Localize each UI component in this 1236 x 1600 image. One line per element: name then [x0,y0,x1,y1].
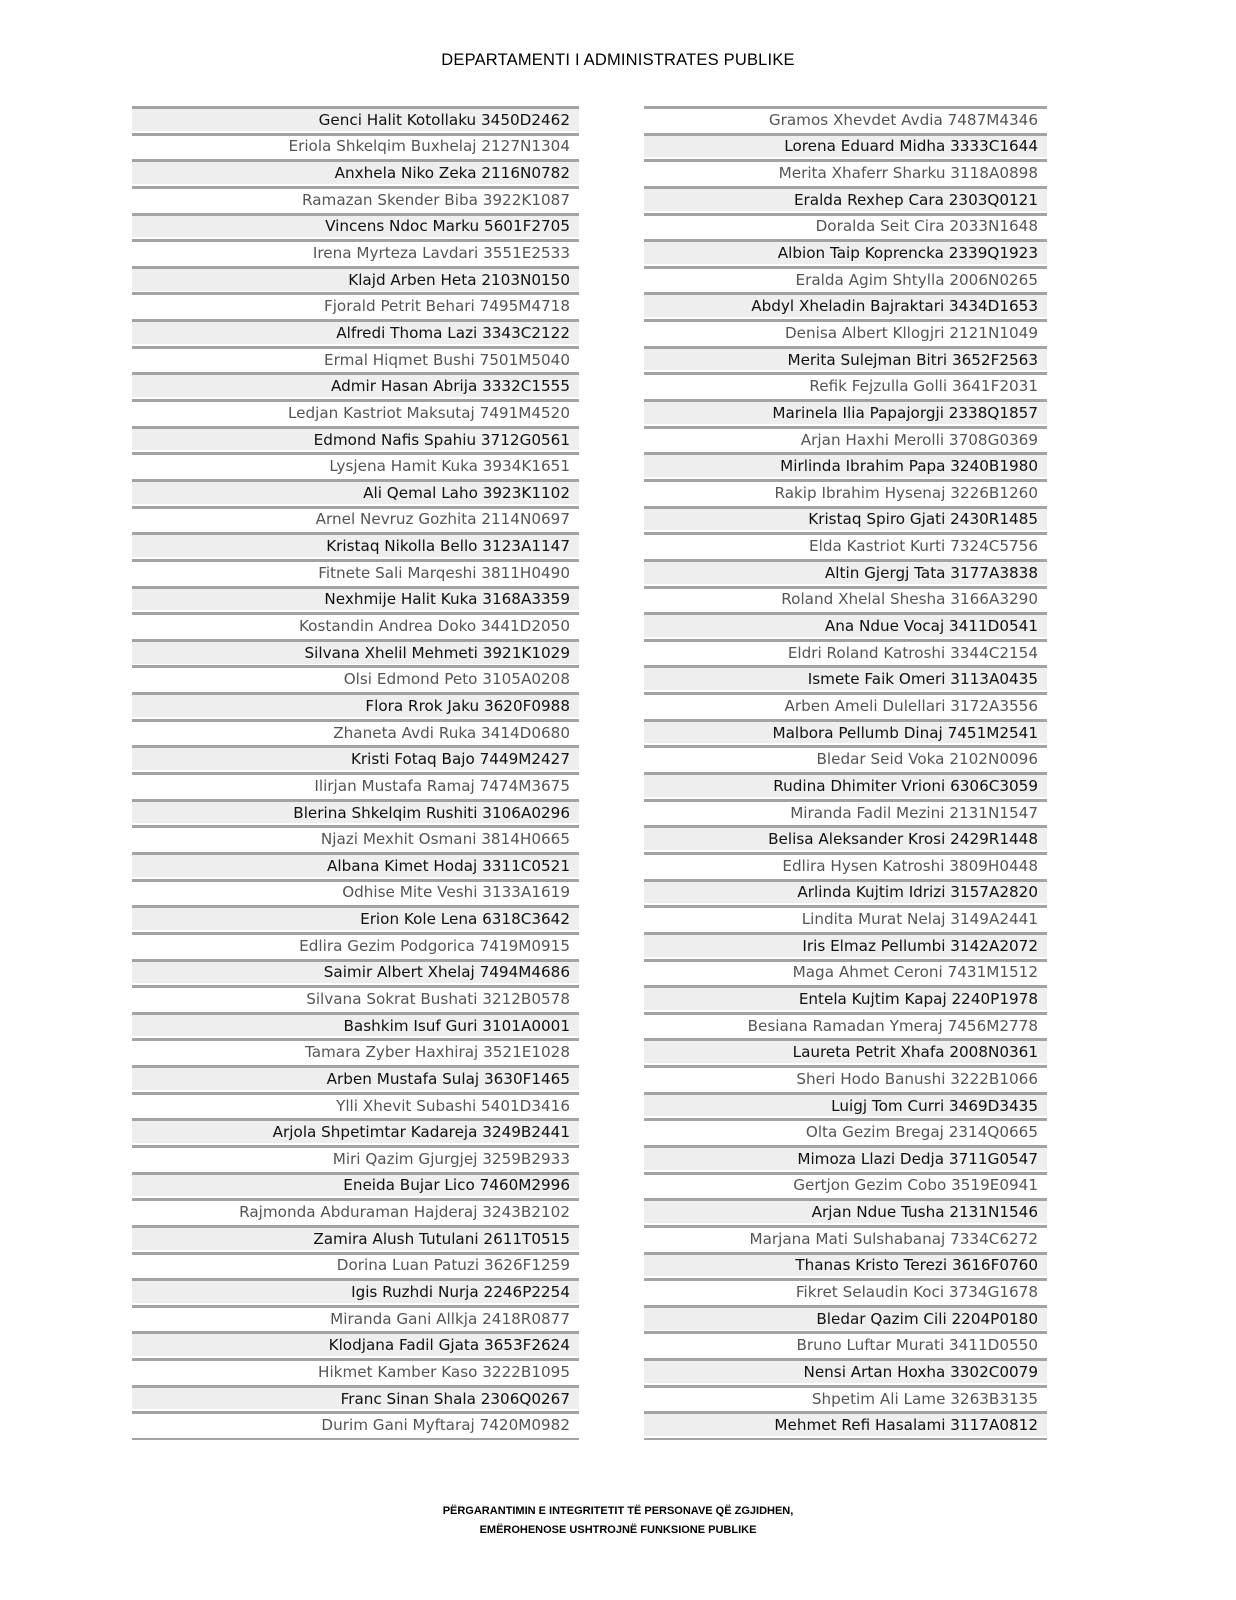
list-item: Tamara Zyber Haxhiraj 3521E1028 [132,1038,579,1063]
list-item: Ismete Faik Omeri 3113A0435 [644,665,1047,690]
list-item: Edlira Gezim Podgorica 7419M0915 [132,932,579,957]
list-item: Kristaq Nikolla Bello 3123A1147 [132,532,579,557]
list-item: Arjola Shpetimtar Kadareja 3249B2441 [132,1118,579,1143]
list-item: Maga Ahmet Ceroni 7431M1512 [644,959,1047,984]
footer [0,1502,1236,1540]
list-item: Alfredi Thoma Lazi 3343C2122 [132,319,579,344]
list-item: Ylli Xhevit Subashi 5401D3416 [132,1092,579,1117]
list-item: Saimir Albert Xhelaj 7494M4686 [132,959,579,984]
list-item: Fitnete Sali Marqeshi 3811H0490 [132,559,579,584]
list-item: Admir Hasan Abrija 3332C1555 [132,372,579,397]
list-item: Arjan Haxhi Merolli 3708G0369 [644,426,1047,451]
list-item: Merita Xhaferr Sharku 3118A0898 [644,159,1047,184]
list-item: Ermal Hiqmet Bushi 7501M5040 [132,346,579,371]
list-item: Vincens Ndoc Marku 5601F2705 [132,213,579,238]
list-item: Arben Mustafa Sulaj 3630F1465 [132,1065,579,1090]
list-item: Shpetim Ali Lame 3263B3135 [644,1385,1047,1410]
footer-line-2: EMËROHENOSE USHTROJNË FUNKSIONE PUBLIKE [479,1524,757,1536]
list-item: Arjan Ndue Tusha 2131N1546 [644,1198,1047,1223]
list-item: Bledar Qazim Cili 2204P0180 [644,1305,1047,1330]
list-item: Thanas Kristo Terezi 3616F0760 [644,1252,1047,1277]
list-item: Njazi Mexhit Osmani 3814H0665 [132,825,579,850]
list-item: Arnel Nevruz Gozhita 2114N0697 [132,506,579,531]
list-end-rule [132,1438,579,1440]
list-item: Mirlinda Ibrahim Papa 3240B1980 [644,452,1047,477]
list-item: Nensi Artan Hoxha 3302C0079 [644,1358,1047,1383]
list-item: Albana Kimet Hodaj 3311C0521 [132,852,579,877]
list-item: Rajmonda Abduraman Hajderaj 3243B2102 [132,1198,579,1223]
list-item: Kostandin Andrea Doko 3441D2050 [132,612,579,637]
list-item: Olsi Edmond Peto 3105A0208 [132,665,579,690]
list-item: Dorina Luan Patuzi 3626F1259 [132,1252,579,1277]
list-item: Mehmet Refi Hasalami 3117A0812 [644,1411,1047,1436]
list-item: Bledar Seid Voka 2102N0096 [644,745,1047,770]
list-item: Roland Xhelal Shesha 3166A3290 [644,586,1047,611]
list-item: Rudina Dhimiter Vrioni 6306C3059 [644,772,1047,797]
list-item: Klodjana Fadil Gjata 3653F2624 [132,1331,579,1356]
list-item: Hikmet Kamber Kaso 3222B1095 [132,1358,579,1383]
list-item: Rakip Ibrahim Hysenaj 3226B1260 [644,479,1047,504]
list-item: Zhaneta Avdi Ruka 3414D0680 [132,719,579,744]
list-item: Ledjan Kastriot Maksutaj 7491M4520 [132,399,579,424]
list-item: Denisa Albert Kllogjri 2121N1049 [644,319,1047,344]
list-item: Abdyl Xheladin Bajraktari 3434D1653 [644,292,1047,317]
list-item: Ilirjan Mustafa Ramaj 7474M3675 [132,772,579,797]
list-item: Marjana Mati Sulshabanaj 7334C6272 [644,1225,1047,1250]
list-item: Eralda Agim Shtylla 2006N0265 [644,266,1047,291]
list-item: Olta Gezim Bregaj 2314Q0665 [644,1118,1047,1143]
list-item: Eldri Roland Katroshi 3344C2154 [644,639,1047,664]
list-item: Blerina Shkelqim Rushiti 3106A0296 [132,799,579,824]
list-item: Franc Sinan Shala 2306Q0267 [132,1385,579,1410]
list-item: Miri Qazim Gjurgjej 3259B2933 [132,1145,579,1170]
list-item: Luigj Tom Curri 3469D3435 [644,1092,1047,1117]
list-item: Fjorald Petrit Behari 7495M4718 [132,292,579,317]
list-item: Eriola Shkelqim Buxhelaj 2127N1304 [132,133,579,158]
list-item: Silvana Xhelil Mehmeti 3921K1029 [132,639,579,664]
list-item: Anxhela Niko Zeka 2116N0782 [132,159,579,184]
list-item: Klajd Arben Heta 2103N0150 [132,266,579,291]
list-item: Odhise Mite Veshi 3133A1619 [132,879,579,904]
list-item: Genci Halit Kotollaku 3450D2462 [132,106,579,131]
list-item: Ramazan Skender Biba 3922K1087 [132,186,579,211]
list-item: Gramos Xhevdet Avdia 7487M4346 [644,106,1047,131]
list-item: Miranda Fadil Mezini 2131N1547 [644,799,1047,824]
list-item: Lorena Eduard Midha 3333C1644 [644,133,1047,158]
list-item: Bruno Luftar Murati 3411D0550 [644,1331,1047,1356]
list-item: Kristaq Spiro Gjati 2430R1485 [644,506,1047,531]
list-item: Besiana Ramadan Ymeraj 7456M2778 [644,1012,1047,1037]
page-title: DEPARTAMENTI I ADMINISTRATES PUBLIKE [441,51,795,69]
list-item: Miranda Gani Allkja 2418R0877 [132,1305,579,1330]
list-item: Durim Gani Myftaraj 7420M0982 [132,1411,579,1436]
list-item: Eralda Rexhep Cara 2303Q0121 [644,186,1047,211]
list-item: Refik Fejzulla Golli 3641F2031 [644,372,1047,397]
list-item: Arlinda Kujtim Idrizi 3157A2820 [644,879,1047,904]
list-item: Kristi Fotaq Bajo 7449M2427 [132,745,579,770]
list-item: Ali Qemal Laho 3923K1102 [132,479,579,504]
list-item: Belisa Aleksander Krosi 2429R1448 [644,825,1047,850]
left-name-list [132,106,579,1440]
list-item: Laureta Petrit Xhafa 2008N0361 [644,1038,1047,1063]
list-item: Entela Kujtim Kapaj 2240P1978 [644,985,1047,1010]
list-item: Malbora Pellumb Dinaj 7451M2541 [644,719,1047,744]
list-item: Arben Ameli Dulellari 3172A3556 [644,692,1047,717]
list-item: Sheri Hodo Banushi 3222B1066 [644,1065,1047,1090]
list-item: Albion Taip Koprencka 2339Q1923 [644,239,1047,264]
list-item: Gertjon Gezim Cobo 3519E0941 [644,1172,1047,1197]
list-item: Iris Elmaz Pellumbi 3142A2072 [644,932,1047,957]
list-item: Ana Ndue Vocaj 3411D0541 [644,612,1047,637]
list-item: Bashkim Isuf Guri 3101A0001 [132,1012,579,1037]
list-item: Mimoza Llazi Dedja 3711G0547 [644,1145,1047,1170]
list-item: Fikret Selaudin Koci 3734G1678 [644,1278,1047,1303]
list-item: Doralda Seit Cira 2033N1648 [644,213,1047,238]
list-item: Merita Sulejman Bitri 3652F2563 [644,346,1047,371]
list-item: Edlira Hysen Katroshi 3809H0448 [644,852,1047,877]
list-item: Irena Myrteza Lavdari 3551E2533 [132,239,579,264]
list-item: Altin Gjergj Tata 3177A3838 [644,559,1047,584]
footer-line-1: PËRGARANTIMIN E INTEGRITETIT TË PERSONAVE QË ZGJIDHEN, [442,1505,794,1517]
list-item: Igis Ruzhdi Nurja 2246P2254 [132,1278,579,1303]
list-end-rule [644,1438,1047,1440]
list-item: Lindita Murat Nelaj 3149A2441 [644,905,1047,930]
list-item: Nexhmije Halit Kuka 3168A3359 [132,586,579,611]
right-name-list [644,106,1047,1440]
list-item: Elda Kastriot Kurti 7324C5756 [644,532,1047,557]
list-item: Lysjena Hamit Kuka 3934K1651 [132,452,579,477]
list-item: Flora Rrok Jaku 3620F0988 [132,692,579,717]
list-item: Marinela Ilia Papajorgji 2338Q1857 [644,399,1047,424]
list-item: Eneida Bujar Lico 7460M2996 [132,1172,579,1197]
list-item: Erion Kole Lena 6318C3642 [132,905,579,930]
list-item: Silvana Sokrat Bushati 3212B0578 [132,985,579,1010]
list-item: Zamira Alush Tutulani 2611T0515 [132,1225,579,1250]
list-item: Edmond Nafis Spahiu 3712G0561 [132,426,579,451]
